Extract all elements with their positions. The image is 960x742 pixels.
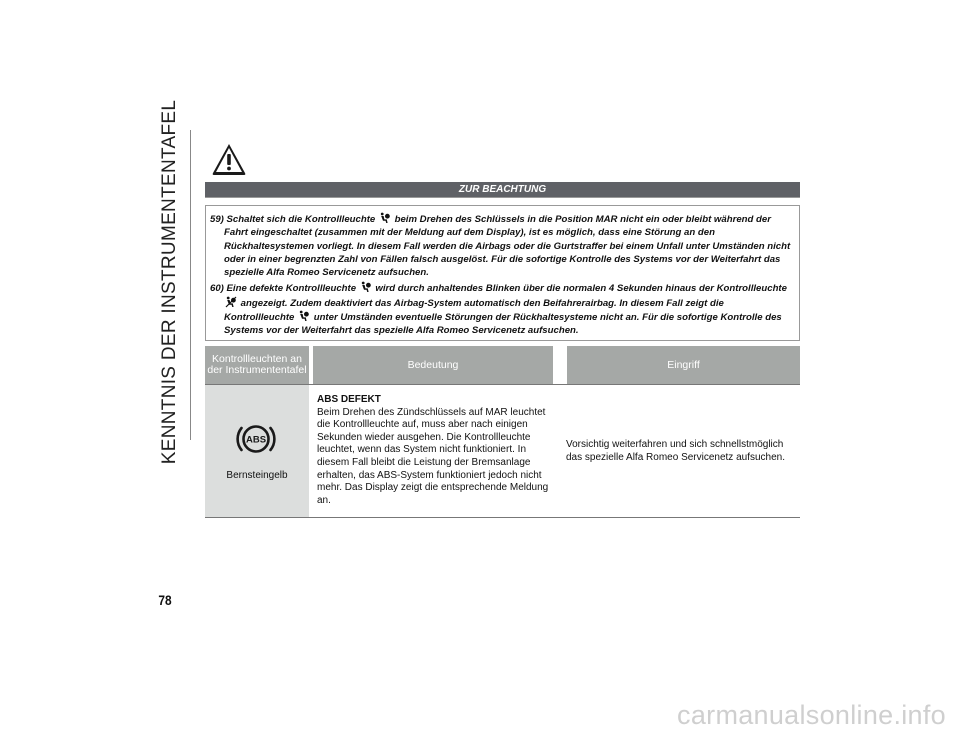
banner-divider (205, 197, 800, 198)
airbag-warning-icon (379, 212, 391, 224)
table-row (205, 384, 800, 518)
warning-triangle-icon (211, 142, 247, 176)
section-side-title: KENNTNIS DER INSTRUMENTENTAFEL (159, 99, 180, 465)
meaning-cell (317, 394, 557, 507)
watermark: carmanualsonline.info (677, 700, 946, 730)
meaning-title: ABS DEFEKT (317, 394, 381, 405)
warning-note-59: 59) Schaltet sich die Kontrollleuchte beim Drehen des Schlüssels in die Position MAR nicht ein oder bleibt während der Fahrt eingeschaltet (zusammen mit der Meldung auf dem Display), ist es möglich, dass eine Störung an den Rückhaltesystemen vorliegt. In diesem Fall werden die Airbags oder die Gurtstraffer bei einem Unfall unter Umständen nicht oder in einer begrenzten Zahl von Fällen falsch ausgelöst. Für die sofortige Kontrolle des Systems vor der Weiterfahrt das spezielle Alfa Romeo Servicenetz aufsuchen. (210, 214, 791, 279)
side-divider (190, 130, 191, 440)
warning-banner: ZUR BEACHTUNG (205, 182, 800, 197)
airbag-warning-icon (360, 281, 372, 293)
indicator-color-label: Bernsteingelb (226, 470, 288, 481)
abs-icon-label: ABS (245, 434, 267, 446)
page-number: 78 (158, 592, 172, 608)
table-header (205, 346, 800, 384)
column-header-meaning: Bedeutung (313, 346, 553, 384)
warning-note-60: 60) Eine defekte Kontrollleuchte wird durch anhaltendes Blinken über die normalen 4 Sekunden hinaus der Kontrollleuchte angezeigt. Zudem deaktiviert das Airbag-System automatisch den Beifahrerairbag. In diesem Fall zeigt die Kontrollleuchte unter Umständen eventuelle Störungen der Rückhaltesysteme nicht an. Für die sofortige Kontrolle des Systems vor der Weiterfahrt das spezielle Alfa Romeo Servicenetz aufsuchen. (210, 283, 787, 337)
meaning-text: Beim Drehen des Zündschlüssels auf MAR leuchtet die Kontrollleuchte auf, muss aber nach einigen Sekunden wieder ausgehen. Die Kontrollleuchte leuchtet, wenn das System nicht funktioniert. In diesem Fall bleibt die Leistung der Bremsanlage erhalten, das ABS-System funktioniert jedoch nicht mehr. Das Display zeigt die entsprechende Meldung an. (317, 406, 549, 506)
abs-warning-icon (235, 419, 277, 459)
action-cell: Vorsichtig weiterfahren und sich schnellstmöglich das spezielle Alfa Romeo Servicenetz aufsuchen. (566, 439, 786, 463)
column-header-indicator: Kontrollleuchten an der Instrumententafel (205, 346, 309, 384)
passenger-airbag-off-icon (225, 296, 237, 308)
indicator-cell (205, 385, 309, 517)
column-header-action: Eingriff (567, 346, 800, 384)
airbag-warning-icon (298, 310, 310, 322)
warning-notes-box (205, 205, 800, 341)
